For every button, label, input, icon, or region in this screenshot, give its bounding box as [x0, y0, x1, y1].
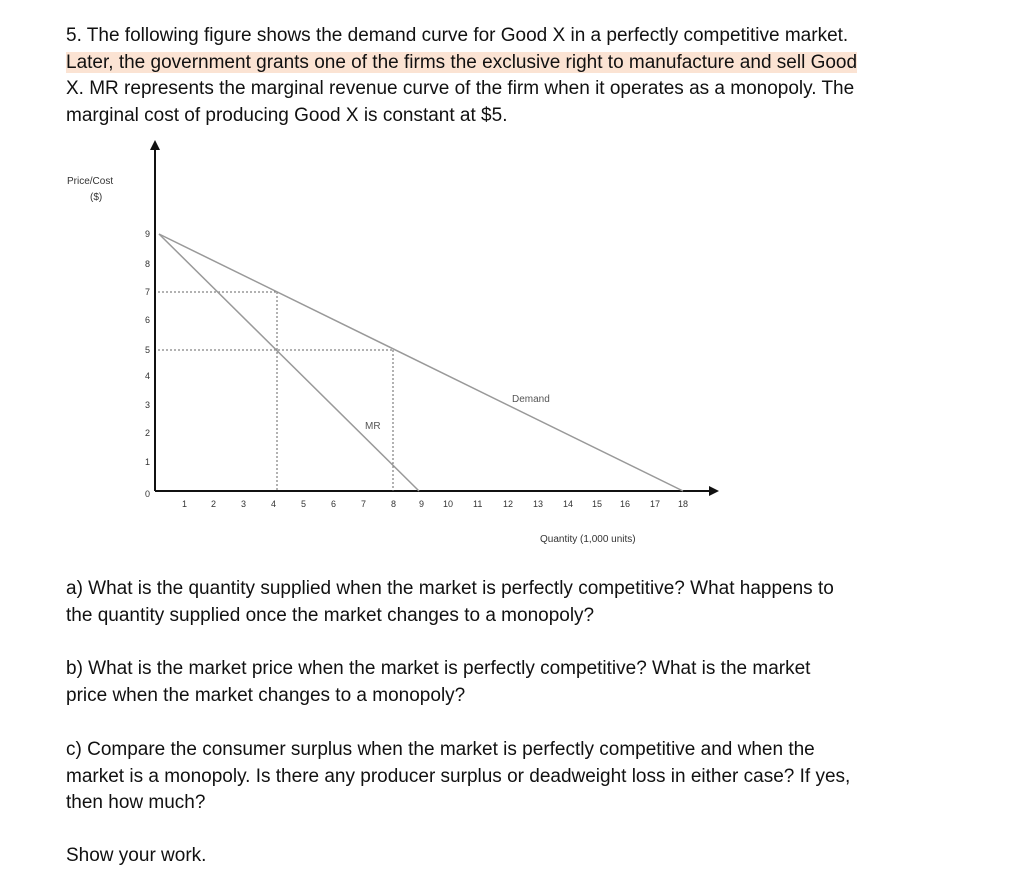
x-tick-18: 18	[678, 499, 689, 509]
part-c	[66, 737, 946, 817]
intro-line-4: marginal cost of producing Good X is constant at $5.	[66, 104, 508, 126]
y-tick-1: 1	[145, 457, 151, 467]
demand-label: Demand	[512, 394, 550, 405]
mr-curve	[159, 234, 419, 491]
part-c-line-1: c) Compare the consumer surplus when the market is perfectly competitive and when the	[66, 739, 815, 760]
part-a-line-2: the quantity supplied once the market changes to a monopoly?	[66, 604, 595, 626]
demand-mr-figure	[0, 140, 760, 560]
x-tick-3: 3	[241, 499, 247, 509]
intro-line-2-highlighted: Later, the government grants one of the firms the exclusive right to manufacture and sell Good	[66, 51, 858, 73]
x-tick-14: 14	[563, 499, 574, 509]
part-b-line-1: b) What is the market price when the market is perfectly competitive? What is the market	[66, 658, 811, 679]
part-b	[66, 656, 946, 709]
x-tick-4: 4	[271, 499, 277, 509]
x-tick-11: 11	[473, 499, 483, 509]
x-tick-16: 16	[620, 499, 631, 509]
x-tick-12: 12	[503, 499, 514, 509]
x-tick-5: 5	[301, 499, 307, 509]
x-tick-labels	[182, 499, 688, 509]
y-axis-arrow	[150, 140, 160, 150]
x-tick-13: 13	[533, 499, 544, 509]
y-axis-title-line-2: ($)	[90, 192, 103, 203]
y-tick-2: 2	[145, 428, 151, 438]
part-a	[66, 576, 946, 629]
y-tick-labels	[145, 229, 150, 499]
intro-line-3: X. MR represents the marginal revenue curve of the firm when it operates as a monopoly. The	[66, 78, 855, 99]
x-tick-15: 15	[592, 499, 603, 509]
x-tick-17: 17	[650, 499, 661, 509]
x-axis-arrow	[709, 486, 719, 496]
y-axis-title-line-1: Price/Cost	[67, 176, 114, 187]
x-tick-7: 7	[361, 499, 367, 509]
part-a-line-1: a) What is the quantity supplied when the market is perfectly competitive? What happens to	[66, 578, 834, 599]
x-tick-8: 8	[391, 499, 397, 509]
part-b-line-2: price when the market changes to a monopoly?	[66, 684, 466, 706]
y-tick-6: 6	[145, 315, 151, 325]
y-tick-8: 8	[145, 259, 151, 269]
x-tick-10: 10	[443, 499, 454, 509]
demand-curve	[159, 234, 683, 491]
y-tick-5: 5	[145, 345, 151, 355]
show-work-note: Show your work.	[66, 845, 207, 866]
intro-line-1: 5. The following figure shows the demand curve for Good X in a perfectly competitive market.	[66, 25, 849, 46]
x-tick-1: 1	[182, 499, 188, 509]
y-tick-9: 9	[145, 229, 151, 239]
part-c-line-3: then how much?	[66, 792, 206, 813]
x-tick-2: 2	[211, 499, 217, 509]
y-tick-0: 0	[145, 489, 151, 499]
x-tick-6: 6	[331, 499, 337, 509]
mr-label: MR	[365, 421, 381, 432]
x-axis-title: Quantity (1,000 units)	[540, 534, 636, 545]
part-c-line-2: market is a monopoly. Is there any producer surplus or deadweight loss in either case? If yes,	[66, 765, 851, 787]
y-tick-3: 3	[145, 400, 151, 410]
x-tick-9: 9	[419, 499, 425, 509]
question-intro	[66, 23, 966, 129]
y-tick-7: 7	[145, 287, 151, 297]
y-tick-4: 4	[145, 371, 151, 381]
